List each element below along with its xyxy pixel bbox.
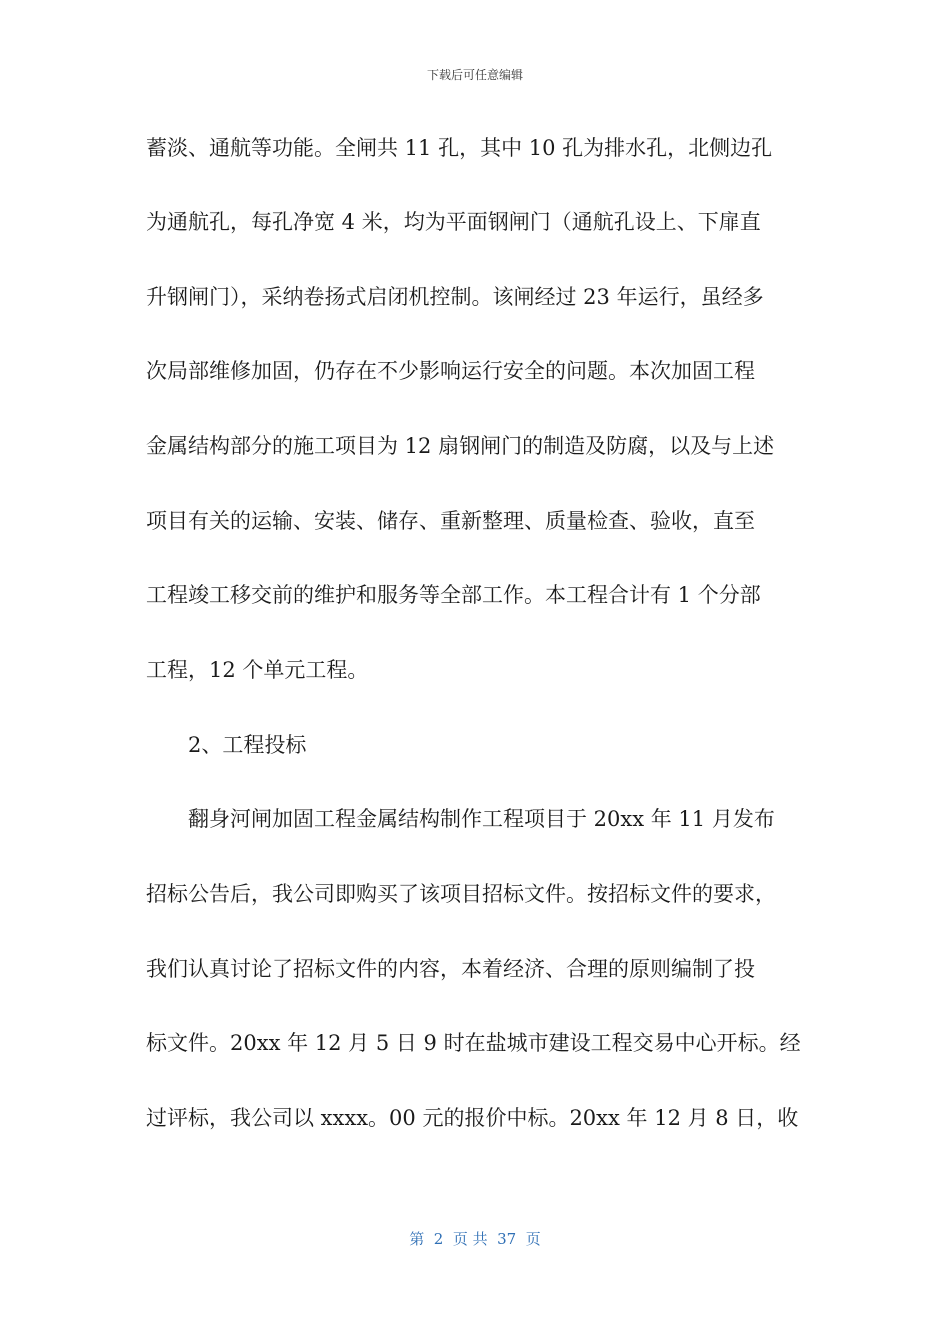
page-number-footer: 第 2 页 共 37 页 (409, 1230, 541, 1248)
paragraph-line: 标文件。20xx 年 12 月 5 日 9 时在盐城市建设工程交易中心开标。经 (146, 1031, 801, 1055)
paragraph-line: 次局部维修加固，仍存在不少影响运行安全的问题。本次加固工程 (146, 359, 755, 383)
paragraph-line: 翻身河闸加固工程金属结构制作工程项目于 20xx 年 11 月发布 (188, 807, 775, 831)
paragraph-line: 项目有关的运输、安装、储存、重新整理、质量检查、验收，直至 (146, 509, 755, 533)
paragraph-line: 工程，12 个单元工程。 (146, 658, 369, 682)
section-heading: 2、工程投标 (188, 733, 307, 757)
page-header-note: 下载后可任意编辑 (426, 68, 523, 82)
paragraph-line: 工程竣工移交前的维护和服务等全部工作。本工程合计有 1 个分部 (146, 583, 761, 607)
paragraph-line: 招标公告后，我公司即购买了该项目招标文件。按招标文件的要求， (146, 882, 776, 906)
paragraph-line: 过评标，我公司以 xxxx。00 元的报价中标。20xx 年 12 月 8 日，收 (146, 1106, 799, 1130)
paragraph-line: 我们认真讨论了招标文件的内容，本着经济、合理的原则编制了投 (146, 957, 755, 981)
paragraph-line: 金属结构部分的施工项目为 12 扇钢闸门的制造及防腐，以及与上述 (146, 434, 775, 458)
paragraph-line: 为通航孔，每孔净宽 4 米，均为平面钢闸门（通航孔设上、下扉直 (146, 210, 761, 234)
paragraph-line: 升钢闸门），采纳卷扬式启闭机控制。该闸经过 23 年运行，虽经多 (146, 285, 764, 309)
paragraph-line: 蓄淡、通航等功能。全闸共 11 孔，其中 10 孔为排水孔，北侧边孔 (146, 136, 773, 160)
